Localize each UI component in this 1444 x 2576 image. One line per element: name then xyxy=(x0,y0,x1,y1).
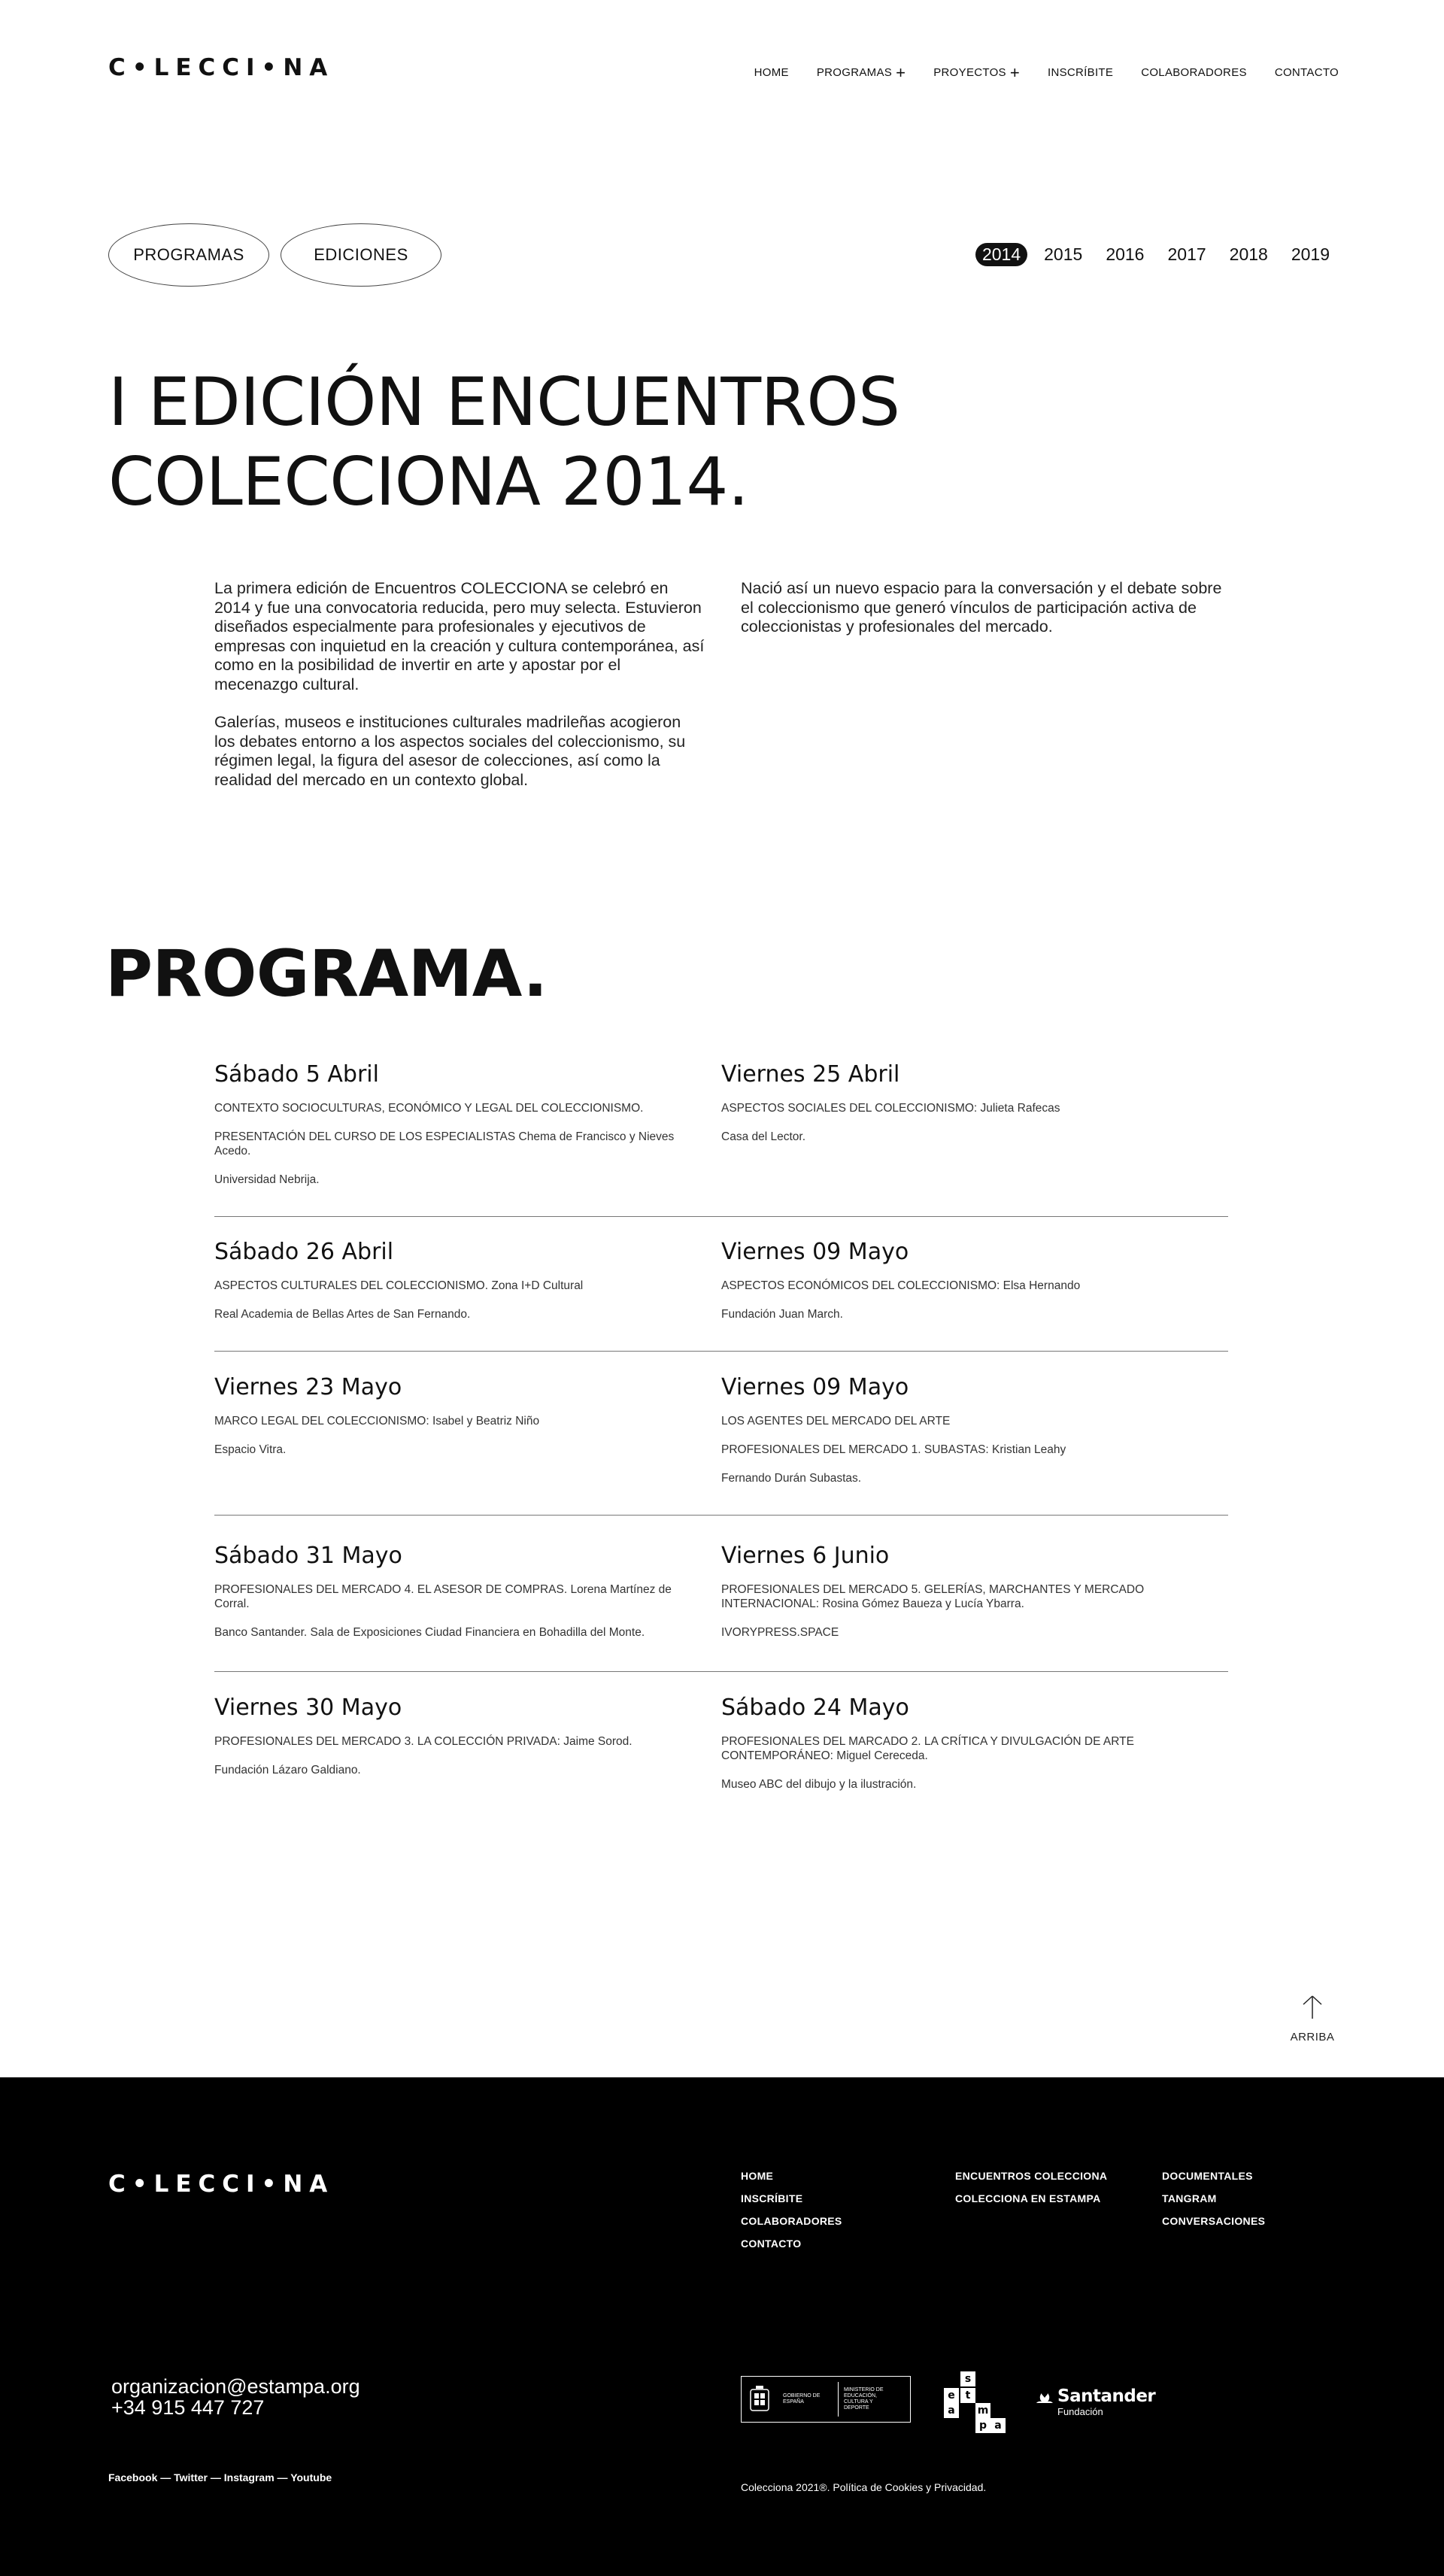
event-date: Sábado 26 Abril xyxy=(214,1239,394,1265)
event-date: Viernes 6 Junio xyxy=(721,1543,890,1569)
site-footer xyxy=(0,2077,1444,2576)
footer-link-inscribite[interactable]: INSCRÍBITE xyxy=(741,2192,803,2204)
schedule-row xyxy=(214,1374,1228,1516)
nav-contacto[interactable] xyxy=(1275,66,1339,79)
nav-inscribite[interactable] xyxy=(1048,66,1113,79)
year-2015-tab[interactable]: 2015 xyxy=(1044,244,1083,264)
page-title-line-1: I EDICIÓN ENCUENTROS xyxy=(108,363,900,441)
page-title-line-2: COLECCIONA 2014. xyxy=(108,443,749,520)
event-venue: Museo ABC del dibujo y la ilustración. xyxy=(721,1778,917,1791)
gobierno-logo xyxy=(741,2376,911,2423)
nav-home[interactable] xyxy=(754,66,789,79)
expand-plus-icon[interactable]: + xyxy=(1009,63,1021,82)
santander-flame-icon xyxy=(1035,2386,1054,2406)
footer-link-encuentros[interactable]: ENCUENTROS COLECCIONA xyxy=(955,2170,1108,2182)
intro-right-column xyxy=(741,579,1231,637)
footer-link-colaboradores[interactable]: COLABORADORES xyxy=(741,2215,842,2227)
estampa-letter: m xyxy=(975,2403,990,2418)
event-detail: PROFESIONALES DEL MARCADO 2. LA CRÍTICA Y DIVULGACIÓN DE ARTE CONTEMPORÁNEO: Miguel Cereceda. xyxy=(721,1735,1134,1762)
estampa-letter: a xyxy=(944,2403,959,2418)
estampa-logo xyxy=(944,2371,1006,2433)
nav-inscribite-label: INSCRÍBITE xyxy=(1048,66,1114,79)
estampa-letter: s xyxy=(960,2371,975,2386)
programa-heading: PROGRAMA. xyxy=(105,936,548,1012)
event-date: Viernes 09 Mayo xyxy=(721,1374,909,1400)
gobierno-text: GOBIERNO DE ESPAÑA xyxy=(783,2393,821,2405)
year-2019-tab[interactable]: 2019 xyxy=(1291,244,1330,264)
event-venue: Casa del Lector. xyxy=(721,1130,806,1143)
event-date: Viernes 25 Abril xyxy=(721,1061,900,1088)
estampa-letter: e xyxy=(944,2388,959,2403)
event-detail: MARCO LEGAL DEL COLECCIONISMO: Isabel y Beatriz Niño xyxy=(214,1415,540,1428)
filter-ediciones-button[interactable]: EDICIONES xyxy=(281,223,441,287)
event-detail: PROFESIONALES DEL MERCADO 1. SUBASTAS: Kristian Leahy xyxy=(721,1443,1066,1456)
expand-plus-icon[interactable]: + xyxy=(896,63,906,82)
event-detail: PROFESIONALES DEL MERCADO 4. EL ASESOR DE COMPRAS. Lorena Martínez de Corral. xyxy=(214,1583,672,1610)
back-to-top-button[interactable] xyxy=(1286,1993,1339,2044)
nav-contacto-label: CONTACTO xyxy=(1274,66,1339,79)
event-venue: Fundación Lázaro Galdiano. xyxy=(214,1764,361,1776)
footer-link-contacto[interactable]: CONTACTO xyxy=(741,2238,802,2250)
nav-programas-label: PROGRAMAS xyxy=(816,66,893,79)
footer-link-tangram[interactable]: TANGRAM xyxy=(1162,2192,1217,2204)
intro-paragraph: Nació así un nuevo espacio para la conversación y el debate sobre el coleccionismo que generó vínculos de participación activa de coleccionistas y profesionales del mercado. xyxy=(741,579,1222,636)
estampa-letter: t xyxy=(960,2388,975,2403)
filter-programas-button[interactable]: PROGRAMAS xyxy=(108,223,269,287)
footer-link-estampa[interactable]: COLECCIONA EN ESTAMPA xyxy=(955,2192,1101,2204)
estampa-letter: a xyxy=(990,2418,1006,2433)
footer-nav-column xyxy=(741,2170,842,2260)
santander-fundacion-logo xyxy=(1035,2386,1155,2417)
event-card xyxy=(214,1374,721,1500)
intro-paragraph: La primera edición de Encuentros COLECCIONA se celebró en 2014 y fue una convocatoria reducida, pero muy selecta. Estuvieron diseñados especialmente para profesionales y ejecutivos de empresas con inquietud en la creación y cultura contemporánea, así como en la posibilidad de invertir en arte y apostar por el mecenazgo cultural. xyxy=(214,579,705,693)
year-2017-tab[interactable]: 2017 xyxy=(1167,244,1206,264)
nav-home-label: HOME xyxy=(754,66,789,79)
event-venue: Fundación Juan March. xyxy=(721,1308,843,1321)
event-venue: Real Academia de Bellas Artes de San Fernando. xyxy=(214,1308,471,1321)
year-2018-tab[interactable]: 2018 xyxy=(1229,244,1268,264)
program-schedule xyxy=(214,1061,1228,1842)
site-header xyxy=(0,0,1444,150)
footer-link-conversaciones[interactable]: CONVERSACIONES xyxy=(1162,2215,1266,2227)
year-selector xyxy=(966,243,1336,266)
event-venue: Fernando Durán Subastas. xyxy=(721,1472,862,1485)
social-links[interactable]: Facebook — Twitter — Instagram — Youtube xyxy=(108,2471,332,2483)
footer-link-home[interactable]: HOME xyxy=(741,2170,774,2182)
event-date: Viernes 23 Mayo xyxy=(214,1374,402,1400)
contact-phone[interactable]: +34 915 447 727 xyxy=(111,2396,265,2419)
footer-link-documentales[interactable]: DOCUMENTALES xyxy=(1162,2170,1253,2182)
santander-wordmark: Santander xyxy=(1057,2386,1156,2406)
event-date: Sábado 24 Mayo xyxy=(721,1695,909,1721)
event-card xyxy=(214,1061,721,1201)
event-detail: PROFESIONALES DEL MERCADO 5. GELERÍAS, MARCHANTES Y MERCADO INTERNACIONAL: Rosina Gómez Baueza y Lucía Ybarra. xyxy=(721,1583,1145,1610)
event-detail: ASPECTOS ECONÓMICOS DEL COLECCIONISMO: Elsa Hernando xyxy=(721,1279,1081,1292)
event-card xyxy=(214,1239,721,1336)
estampa-letter: p xyxy=(975,2418,990,2433)
schedule-row xyxy=(214,1239,1228,1352)
schedule-row xyxy=(214,1061,1228,1217)
schedule-row xyxy=(214,1543,1228,1672)
nav-programas[interactable] xyxy=(816,63,906,82)
footer-programs-column xyxy=(955,2170,1107,2215)
event-venue: Banco Santander. Sala de Exposiciones Ciudad Financiera en Bohadilla del Monte. xyxy=(214,1626,645,1639)
coat-of-arms-icon xyxy=(742,2382,778,2417)
event-card xyxy=(214,1543,721,1656)
nav-colaboradores[interactable] xyxy=(1141,66,1247,79)
event-detail: CONTEXTO SOCIOCULTURAS, ECONÓMICO Y LEGAL DEL COLECCIONISMO. xyxy=(214,1102,644,1115)
nav-colaboradores-label: COLABORADORES xyxy=(1141,66,1247,79)
schedule-row xyxy=(214,1695,1228,1821)
ministerio-text: MINISTERIO DE EDUCACIÓN, CULTURA Y DEPORTE xyxy=(844,2387,884,2411)
event-detail: PROFESIONALES DEL MERCADO 3. LA COLECCIÓN PRIVADA: Jaime Sorod. xyxy=(214,1735,633,1748)
event-card xyxy=(721,1374,1228,1500)
copyright-text[interactable]: Colecciona 2021®. Política de Cookies y Privacidad. xyxy=(741,2481,987,2493)
footer-contact xyxy=(111,2376,360,2418)
event-card xyxy=(721,1061,1228,1201)
santander-subtitle: Fundación xyxy=(1057,2406,1103,2417)
event-date: Sábado 31 Mayo xyxy=(214,1543,402,1569)
nav-proyectos[interactable] xyxy=(933,63,1021,82)
contact-email[interactable]: organizacion@estampa.org xyxy=(111,2375,360,2398)
back-to-top-label: ARRIBA xyxy=(1290,2031,1335,2044)
footer-logo[interactable]: C•LECCI•NA xyxy=(108,2171,335,2198)
intro-paragraph: Galerías, museos e instituciones culturales madrileñas acogieron los debates entorno a los aspectos sociales del coleccionismo, su régimen legal, la figura del asesor de colecciones, así como la realidad del mercado en un contexto global. xyxy=(214,713,686,789)
event-detail: ASPECTOS SOCIALES DEL COLECCIONISMO: Julieta Rafecas xyxy=(721,1102,1060,1115)
event-date: Viernes 30 Mayo xyxy=(214,1695,402,1721)
event-venue: Espacio Vitra. xyxy=(214,1443,287,1456)
event-card xyxy=(721,1543,1228,1656)
event-venue: IVORYPRESS.SPACE xyxy=(721,1626,839,1639)
event-venue: Universidad Nebrija. xyxy=(214,1173,320,1186)
page-title xyxy=(108,363,1011,522)
event-card xyxy=(721,1239,1228,1336)
event-date: Sábado 5 Abril xyxy=(214,1061,379,1088)
event-detail: ASPECTOS CULTURALES DEL COLECCIONISMO. Zona I+D Cultural xyxy=(214,1279,584,1292)
arrow-up-icon xyxy=(1301,1993,1324,2020)
year-2016-tab[interactable]: 2016 xyxy=(1106,244,1145,264)
site-logo[interactable]: C•LECCI•NA xyxy=(108,54,335,81)
intro-left-column xyxy=(214,579,705,790)
event-card xyxy=(214,1695,721,1806)
main-nav xyxy=(727,63,1339,82)
event-date: Viernes 09 Mayo xyxy=(721,1239,909,1265)
event-card xyxy=(721,1695,1228,1806)
year-2014-tab[interactable]: 2014 xyxy=(975,243,1027,266)
event-detail: PRESENTACIÓN DEL CURSO DE LOS ESPECIALISTAS Chema de Francisco y Nieves Acedo. xyxy=(214,1130,675,1158)
event-detail: LOS AGENTES DEL MERCADO DEL ARTE xyxy=(721,1415,951,1428)
nav-proyectos-label: PROYECTOS xyxy=(933,66,1006,79)
footer-projects-column xyxy=(1162,2170,1265,2238)
